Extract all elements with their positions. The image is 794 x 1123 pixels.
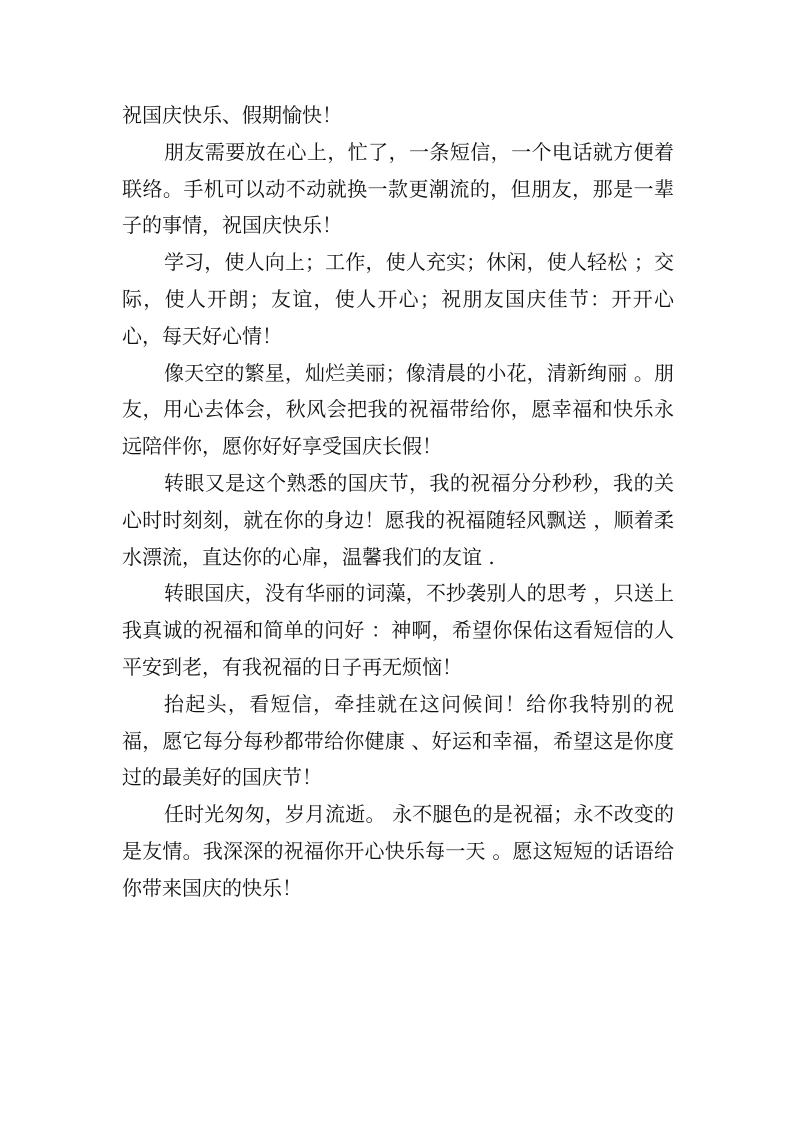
paragraph-2: 朋友需要放在心上，忙了，一条短信，一个电话就方便着联络。手机可以动不动就换一款更潮流的，但朋友，那是一辈子的事情，祝国庆快乐！ [122, 139, 674, 238]
document-body [122, 97, 674, 907]
paragraph-1: 祝国庆快乐、假期愉快！ [122, 103, 342, 127]
paragraph-6: 转眼国庆，没有华丽的词藻，不抄袭别人的思考 ，只送上我真诚的祝福和简单的问好 ：神啊，希望你保佑这看短信的人平安到老，有我祝福的日子再无烦恼！ [122, 581, 674, 679]
paragraph-4: 像天空的繁星，灿烂美丽；像清晨的小花，清新绚丽 。朋友，用心去体会，秋风会把我的祝福带给你，愿幸福和快乐永远陪伴你，愿你好好享受国庆长假！ [122, 360, 674, 459]
paragraph-3: 学习，使人向上；工作，使人充实；休闲，使人轻松 ；交际，使人开朗；友谊，使人开心；祝朋友国庆佳节：开开心心，每天好心情！ [122, 250, 674, 348]
paragraph-5: 转眼又是这个熟悉的国庆节，我的祝福分分秒秒，我的关心时时刻刻，就在你的身边！愿我的祝福随轻风飘送 ，顺着柔水漂流，直达你的心扉，温馨我们的友谊 . [122, 470, 674, 569]
paragraph-7: 抬起头，看短信，牵挂就在这问候间！给你我特别的祝福，愿它每分每秒都带给你健康 、好运和幸福，希望这是你度过的最美好的国庆节！ [122, 691, 674, 790]
paragraph-8: 任时光匆匆，岁月流逝。 永不腿色的是祝福；永不改变的是友情。我深深的祝福你开心快乐每一天 。愿这短短的话语给你带来国庆的快乐！ [122, 802, 674, 900]
